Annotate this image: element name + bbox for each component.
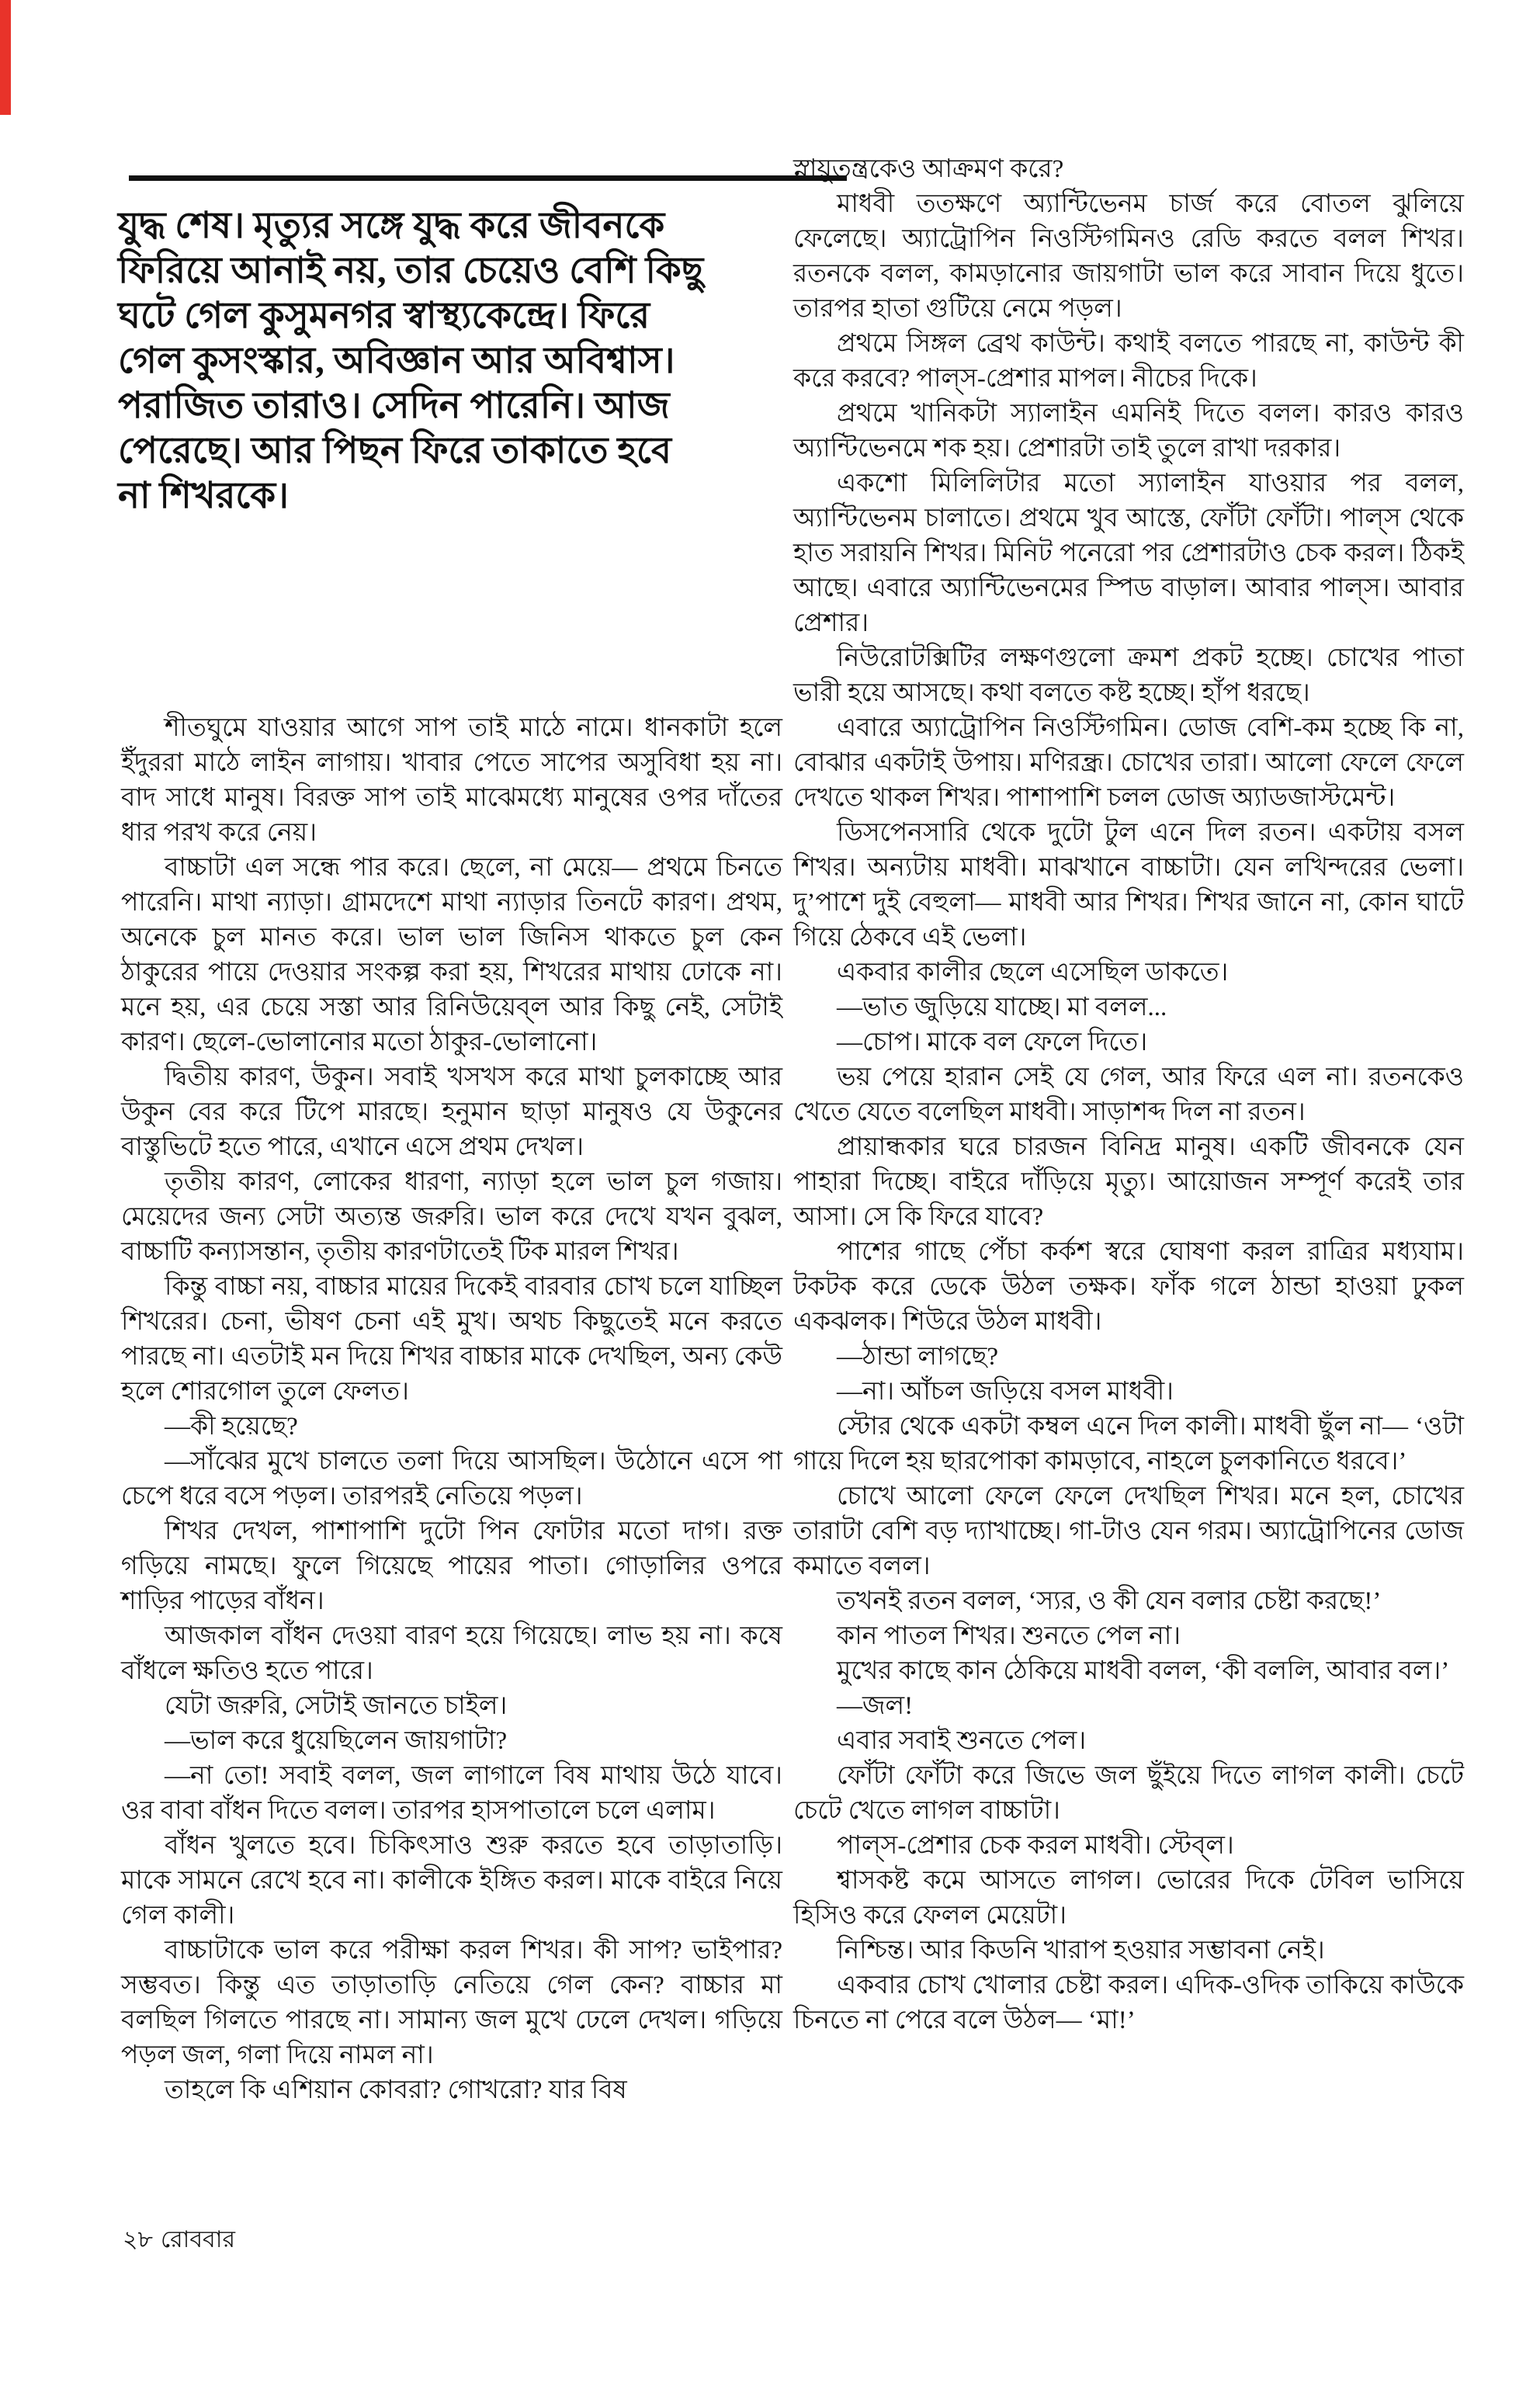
body-paragraph: —না। আঁচল জড়িয়ে বসল মাধবী। xyxy=(837,1378,1174,1406)
page-footer xyxy=(123,2225,243,2256)
body-paragraph: প্রথমে খানিকটা স্যালাইন এমনিই দিতে বলল। কারও কারও অ্যান্টিভেনমে শক হয়। প্রেশারটা তাই তুলে রাখা দরকার। xyxy=(793,400,1464,463)
body-paragraph: বাচ্চাটাকে ভাল করে পরীক্ষা করল শিখর। কী সাপ? ভাইপার? সম্ভবত। কিন্তু এত তাড়াতাড়ি নেতিয়ে গেল কেন? বাচ্চার মা বলছিল গিলতে পারছে না। সামান্য জল মুখে ঢেলে দেখল। গড়িয়ে পড়ল জল, গলা দিয়ে নামল না। xyxy=(121,1937,782,2069)
right-text-column xyxy=(793,152,1464,2038)
body-paragraph: —ভাত জুড়িয়ে যাচ্ছে। মা বলল... xyxy=(837,994,1167,1021)
intro-line: পেরেছে। আর পিছন ফিরে তাকাতে হবে xyxy=(118,431,672,471)
intro-line: যুদ্ধ শেষ। মৃত্যুর সঙ্গে যুদ্ধ করে জীবনকে xyxy=(118,206,665,246)
body-paragraph: স্টোর থেকে একটা কম্বল এনে দিল কালী। মাধবী ছুঁল না— ‘ওটা গায়ে দিলে হয় ছারপোকা কামড়াবে, নাহলে চুলকানিতে ধরবে।’ xyxy=(793,1413,1464,1476)
body-paragraph: একবার কালীর ছেলে এসেছিল ডাকতে। xyxy=(837,959,1229,987)
intro-line: ঘটে গেল কুসুমনগর স্বাস্থ্যকেন্দ্রে। ফিরে xyxy=(118,296,650,336)
body-paragraph: পাশের গাছে পেঁচা কর্কশ স্বরে ঘোষণা করল রাত্রির মধ্যযাম। টকটক করে ডেকে উঠল তক্ষক। ফাঁক গলে ঠান্ডা হাওয়া ঢুকল একঝলক। শিউরে উঠল মাধবী। xyxy=(793,1238,1464,1336)
body-paragraph: কান পাতল শিখর। শুনতে পেল না। xyxy=(837,1622,1181,1650)
body-paragraph: তৃতীয় কারণ, লোকের ধারণা, ন্যাড়া হলে ভাল চুল গজায়। মেয়েদের জন্য সেটা অত্যন্ত জরুরি। ভাল করে দেখে যখন বুঝল, বাচ্চাটি কন্যাসন্তান, তৃতীয় কারণটাতেই টিক মারল শিখর। xyxy=(121,1168,782,1266)
body-paragraph: ফোঁটা ফোঁটা করে জিভে জল ছুঁইয়ে দিতে লাগল কালী। চেটে চেটে খেতে লাগল বাচ্চাটা। xyxy=(793,1762,1464,1825)
body-paragraph: আজকাল বাঁধন দেওয়া বারণ হয়ে গিয়েছে। লাভ হয় না। কষে বাঁধলে ক্ষতিও হতে পারে। xyxy=(121,1622,782,1685)
body-paragraph: —না তো! সবাই বলল, জল লাগালে বিষ মাথায় উঠে যাবে। ওর বাবা বাঁধন দিতে বলল। তারপর হাসপাতালে চলে এলাম। xyxy=(121,1762,782,1825)
intro-line: না শিখরকে। xyxy=(118,476,289,516)
body-paragraph: দ্বিতীয় কারণ, উকুন। সবাই খসখস করে মাথা চুলকাচ্ছে আর উকুন বের করে টিপে মারছে। হনুমান ছাড়া মানুষও যে উকুনের বাস্তুভিটে হতে পারে, এখানে এসে প্রথম দেখল। xyxy=(121,1063,782,1161)
body-paragraph: ভয় পেয়ে হারান সেই যে গেল, আর ফিরে এল না। রতনকেও খেতে যেতে বলেছিল মাধবী। সাড়াশব্দ দিল না রতন। xyxy=(793,1063,1464,1126)
story-intro-deck xyxy=(118,203,801,518)
body-paragraph: বাচ্চাটা এল সন্ধে পার করে। ছেলে, না মেয়ে— প্রথমে চিনতে পারেনি। মাথা ন্যাড়া। গ্রামদেশে মাথা ন্যাড়ার তিনটে কারণ। প্রথম, অনেকে চুল মানত করে। ভাল ভাল জিনিস থাকতে চুল কেন ঠাকুরের পায়ে দেওয়ার সংকল্প করা হয়, শিখরের মাথায় ঢোকে না। মনে হয়, এর চেয়ে সস্তা আর রিনিউয়েব্‌ল আর কিছু নেই, সেটাই কারণ। ছেলে-ভোলানোর মতো ঠাকুর-ভোলানো। xyxy=(121,854,782,1056)
body-paragraph: —চোপ। মাকে বল ফেলে দিতে। xyxy=(837,1028,1148,1056)
intro-top-rule xyxy=(129,175,847,181)
body-paragraph: বাঁধন খুলতে হবে। চিকিৎসাও শুরু করতে হবে তাড়াতাড়ি। মাকে সামনে রেখে হবে না। কালীকে ইঙ্গিত করল। মাকে বাইরে নিয়ে গেল কালী। xyxy=(121,1832,782,1930)
body-paragraph: —ঠান্ডা লাগছে? xyxy=(837,1343,999,1371)
body-paragraph: প্রথমে সিঙ্গল ব্রেথ কাউন্ট। কথাই বলতে পারছে না, কাউন্ট কী করে করবে? পাল্‌স-প্রেশার মাপল। নীচের দিকে। xyxy=(793,330,1464,393)
body-paragraph: শ্বাসকষ্ট কমে আসতে লাগল। ভোরের দিকে টেবিল ভাসিয়ে হিসিও করে ফেলল মেয়েটা। xyxy=(793,1867,1464,1930)
intro-line: পরাজিত তারাও। সেদিন পারেনি। আজ xyxy=(118,386,670,426)
body-paragraph: একবার চোখ খোলার চেষ্টা করল। এদিক-ওদিক তাকিয়ে কাউকে চিনতে না পেরে বলে উঠল— ‘মা!’ xyxy=(793,1972,1464,2034)
body-paragraph: তাহলে কি এশিয়ান কোবরা? গোখরো? যার বিষ xyxy=(165,2076,627,2104)
intro-line: গেল কুসংস্কার, অবিজ্ঞান আর অবিশ্বাস। xyxy=(118,341,675,381)
left-text-column xyxy=(121,711,782,2108)
body-paragraph: শীতঘুমে যাওয়ার আগে সাপ তাই মাঠে নামে। ধানকাটা হলে ইঁদুররা মাঠে লাইন লাগায়। খাবার পেতে সাপের অসুবিধা হয় না। বাদ সাধে মানুষ। বিরক্ত সাপ তাই মাঝেমধ্যে মানুষের ওপর দাঁতের ধার পরখ করে নেয়। xyxy=(121,714,783,847)
body-paragraph: এবার সবাই শুনতে পেল। xyxy=(837,1727,1087,1755)
body-paragraph: ডিসপেনসারি থেকে দুটো টুল এনে দিল রতন। একটায় বসল শিখর। অন্যটায় মাধবী। মাঝখানে বাচ্চাটা। যেন লখিন্দরের ভেলা। দু’পাশে দুই বেহুলা— মাধবী আর শিখর। শিখর জানে না, কোন ঘাটে গিয়ে ঠেকবে এই ভেলা। xyxy=(793,819,1464,952)
body-paragraph: —ভাল করে ধুয়েছিলেন জায়গাটা? xyxy=(165,1727,508,1755)
body-paragraph: নিউরোটক্সিটির লক্ষণগুলো ক্রমশ প্রকট হচ্ছে। চোখের পাতা ভারী হয়ে আসছে। কথা বলতে কষ্ট হচ্ছে। হাঁপ ধরছে। xyxy=(793,644,1464,707)
body-paragraph: এবারে অ্যাট্রোপিন নিওস্টিগমিন। ডোজ বেশি-কম হচ্ছে কি না, বোঝার একটাই উপায়। মণিরন্ধ্র। চোখের তারা। আলো ফেলে ফেলে দেখতে থাকল শিখর। পাশাপাশি চলল ডোজ অ্যাডজাস্টমেন্ট। xyxy=(793,714,1464,812)
body-paragraph: প্রায়ান্ধকার ঘরে চারজন বিনিদ্র মানুষ। একটি জীবনকে যেন পাহারা দিচ্ছে। বাইরে দাঁড়িয়ে মৃত্যু। আয়োজন সম্পূর্ণ করেই তার আসা। সে কি ফিরে যাবে? xyxy=(793,1133,1464,1231)
page-number: ২৮ xyxy=(123,2227,153,2253)
intro-line: ফিরিয়ে আনাই নয়, তার চেয়েও বেশি কিছু xyxy=(118,251,704,291)
body-paragraph: একশো মিলিলিটার মতো স্যালাইন যাওয়ার পর বলল, অ্যান্টিভেনম চালাতে। প্রথমে খুব আস্তে, ফোঁটা ফোঁটা। পাল্‌স থেকে হাত সরায়নি শিখর। মিনিট পনেরো পর প্রেশারটাও চেক করল। ঠিকই আছে। এবারে অ্যান্টিভেনমের স্পিড বাড়াল। আবার পাল্‌স। আবার প্রেশার। xyxy=(793,470,1464,637)
body-paragraph: —সাঁঝের মুখে চালতে তলা দিয়ে আসছিল। উঠোনে এসে পা চেপে ধরে বসে পড়ল। তারপরই নেতিয়ে পড়ল। xyxy=(121,1448,782,1510)
body-paragraph: তখনই রতন বলল, ‘স্যর, ও কী যেন বলার চেষ্টা করছে!’ xyxy=(837,1587,1382,1615)
body-paragraph: কিন্তু বাচ্চা নয়, বাচ্চার মায়ের দিকেই বারবার চোখ চলে যাচ্ছিল শিখরের। চেনা, ভীষণ চেনা এই মুখ। অথচ কিছুতেই মনে করতে পারছে না। এতটাই মন দিয়ে শিখর বাচ্চার মাকে দেখছিল, অন্য কেউ হলে শোরগোল তুলে ফেলত। xyxy=(121,1273,782,1406)
body-paragraph: পাল্‌স-প্রেশার চেক করল মাধবী। স্টেব্‌ল। xyxy=(837,1832,1234,1860)
body-paragraph: চোখে আলো ফেলে ফেলে দেখছিল শিখর। মনে হল, চোখের তারাটা বেশি বড় দ্যাখাচ্ছে। গা-টাও যেন গরম। অ্যাট্রোপিনের ডোজ কমাতে বলল। xyxy=(793,1483,1464,1580)
body-paragraph: মাধবী ততক্ষণে অ্যান্টিভেনম চার্জ করে বোতল ঝুলিয়ে ফেলেছে। অ্যাট্রোপিন নিওস্টিগমিনও রেডি করতে বলল শিখর। রতনকে বলল, কামড়ানোর জায়গাটা ভাল করে সাবান দিয়ে ধুতে। তারপর হাতা গুটিয়ে নেমে পড়ল। xyxy=(793,190,1464,323)
body-paragraph: মুখের কাছে কান ঠেকিয়ে মাধবী বলল, ‘কী বললি, আবার বল।’ xyxy=(837,1657,1450,1685)
body-paragraph: —কী হয়েছে? xyxy=(165,1413,298,1441)
body-paragraph: নিশ্চিন্ত। আর কিডনি খারাপ হওয়ার সম্ভাবনা নেই। xyxy=(837,1937,1325,1965)
body-paragraph: স্নায়ুতন্ত্রকেও আক্রমণ করে? xyxy=(793,155,1064,183)
body-paragraph: শিখর দেখল, পাশাপাশি দুটো পিন ফোটার মতো দাগ। রক্ত গড়িয়ে নামছে। ফুলে গিয়েছে পায়ের পাতা। গোড়ালির ওপরে শাড়ির পাড়ের বাঁধন। xyxy=(121,1517,782,1615)
magazine-name: রোববার xyxy=(160,2227,235,2253)
body-paragraph: যেটা জরুরি, সেটাই জানতে চাইল। xyxy=(165,1692,508,1720)
body-paragraph: —জল! xyxy=(837,1692,914,1720)
spine-red-mark xyxy=(0,0,11,115)
